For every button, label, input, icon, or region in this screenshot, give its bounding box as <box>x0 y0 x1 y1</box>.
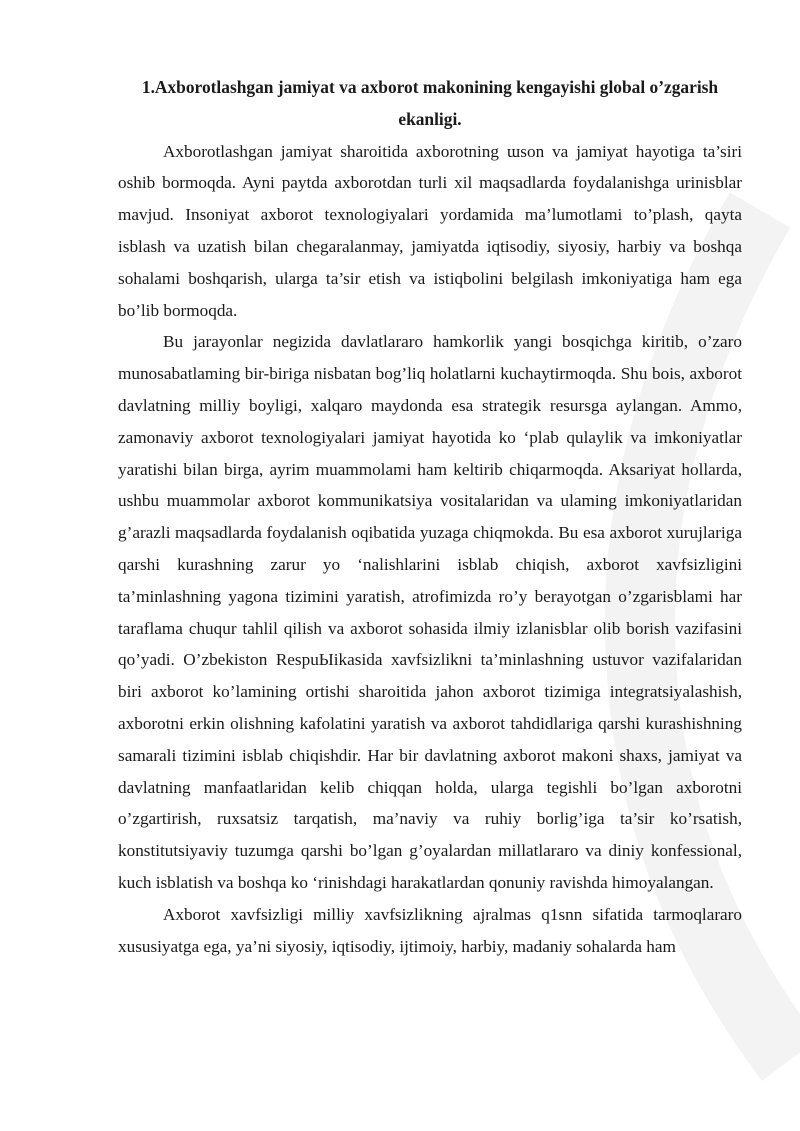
document-title: 1.Axborotlashgan jamiyat va axborot makonining kengayishi global o’zgarish ekanligi. <box>141 77 719 129</box>
paragraph-1: Axborotlashgan jamiyat sharoitida axborotning ɯson va jamiyat hayotiga ta’siri oshib bormoqda. Ayni paytda axborotdan turli xil maqsadlarda foydalanishga urinisblar mavjud. Insoniyat axborot texnologiyalari yordamida ma’lumotlami to’plash, qayta isblash va uzatish bilan chegaralanmay, jamiyatda iqtisodiy, siyosiy, harbiy va boshqa sohalami boshqarish, ularga ta’sir etish va istiqbolini belgilash imkoniyatiga ham ega bo’lib bormoqda. <box>118 141 742 320</box>
document-page <box>118 72 742 962</box>
paragraph-2: Bu jarayonlar negizida davlatlararo hamkorlik yangi bosqichga kiritib, o’zaro munosabatlaming bir-biriga nisbatan bog’liq holatlarni kuchaytirmoqda. Shu bois, axborot davlatning milliy boyligi, xalqaro maydonda esa strategik resursga aylangan. Ammo, zamonaviy axborot texnologiyalari jamiyat hayotida ko ‘plab qulaylik va imkoniyatlar yaratishi bilan birga, ayrim muammolami ham keltirib chiqarmoqda. Aksariyat hollarda, ushbu muammolar axborot kommunikatsiya vositalaridan va ulaming imkoniyatlaridan g’arazli maqsadlarda foydalanish oqibatida yuzaga chiqmokda. Bu esa axborot xurujlariga qarshi kurashning zarur yo ‘nalishlarini isblab chiqish, axborot xavfsizligini ta’minlashning yagona tizimini yaratish, atrofimizda ro’y berayotgan o’zgarisblami har taraflama chuqur tahlil qilish va axborot sohasida ilmiy izlanisblar olib borish vazifasini qo’yadi. O’zbekiston RespuЫikasida xavfsizlikni ta’minlashning ustuvor vazifalaridan biri axborot ko’lamining ortishi sharoitida jahon axborot tizimiga integratsiyalashish, axborotni erkin olishning kafolatini yaratish va axborot tahdidlariga qarshi kurashishning samarali tizimini isblab chiqishdir. Har bir davlatning axborot makoni shaxs, jamiyat va davlatning manfaatlaridan kelib chiqqan holda, ularga tegishli bo’lgan axborotni o’zgartirish, ruxsatsiz tarqatish, ma’naviy va ruhiy borlig’iga ta’sir ko’rsatish, konstitutsiyaviy tuzumga qarshi bo’lgan g’oyalardan millatlararo va diniy konfessional, kuch isblatish va boshqa ko ‘rinishdagi harakatlardan qonuniy ravishda himoyalangan. <box>118 332 742 892</box>
paragraph-3: Axborot xavfsizligi milliy xavfsizlikning ajralmas q1snn sifatida tarmoqlararo xususiyatga ega, ya’ni siyosiy, iqtisodiy, ijtimoiy, harbiy, madaniy sohalarda ham <box>118 904 742 956</box>
